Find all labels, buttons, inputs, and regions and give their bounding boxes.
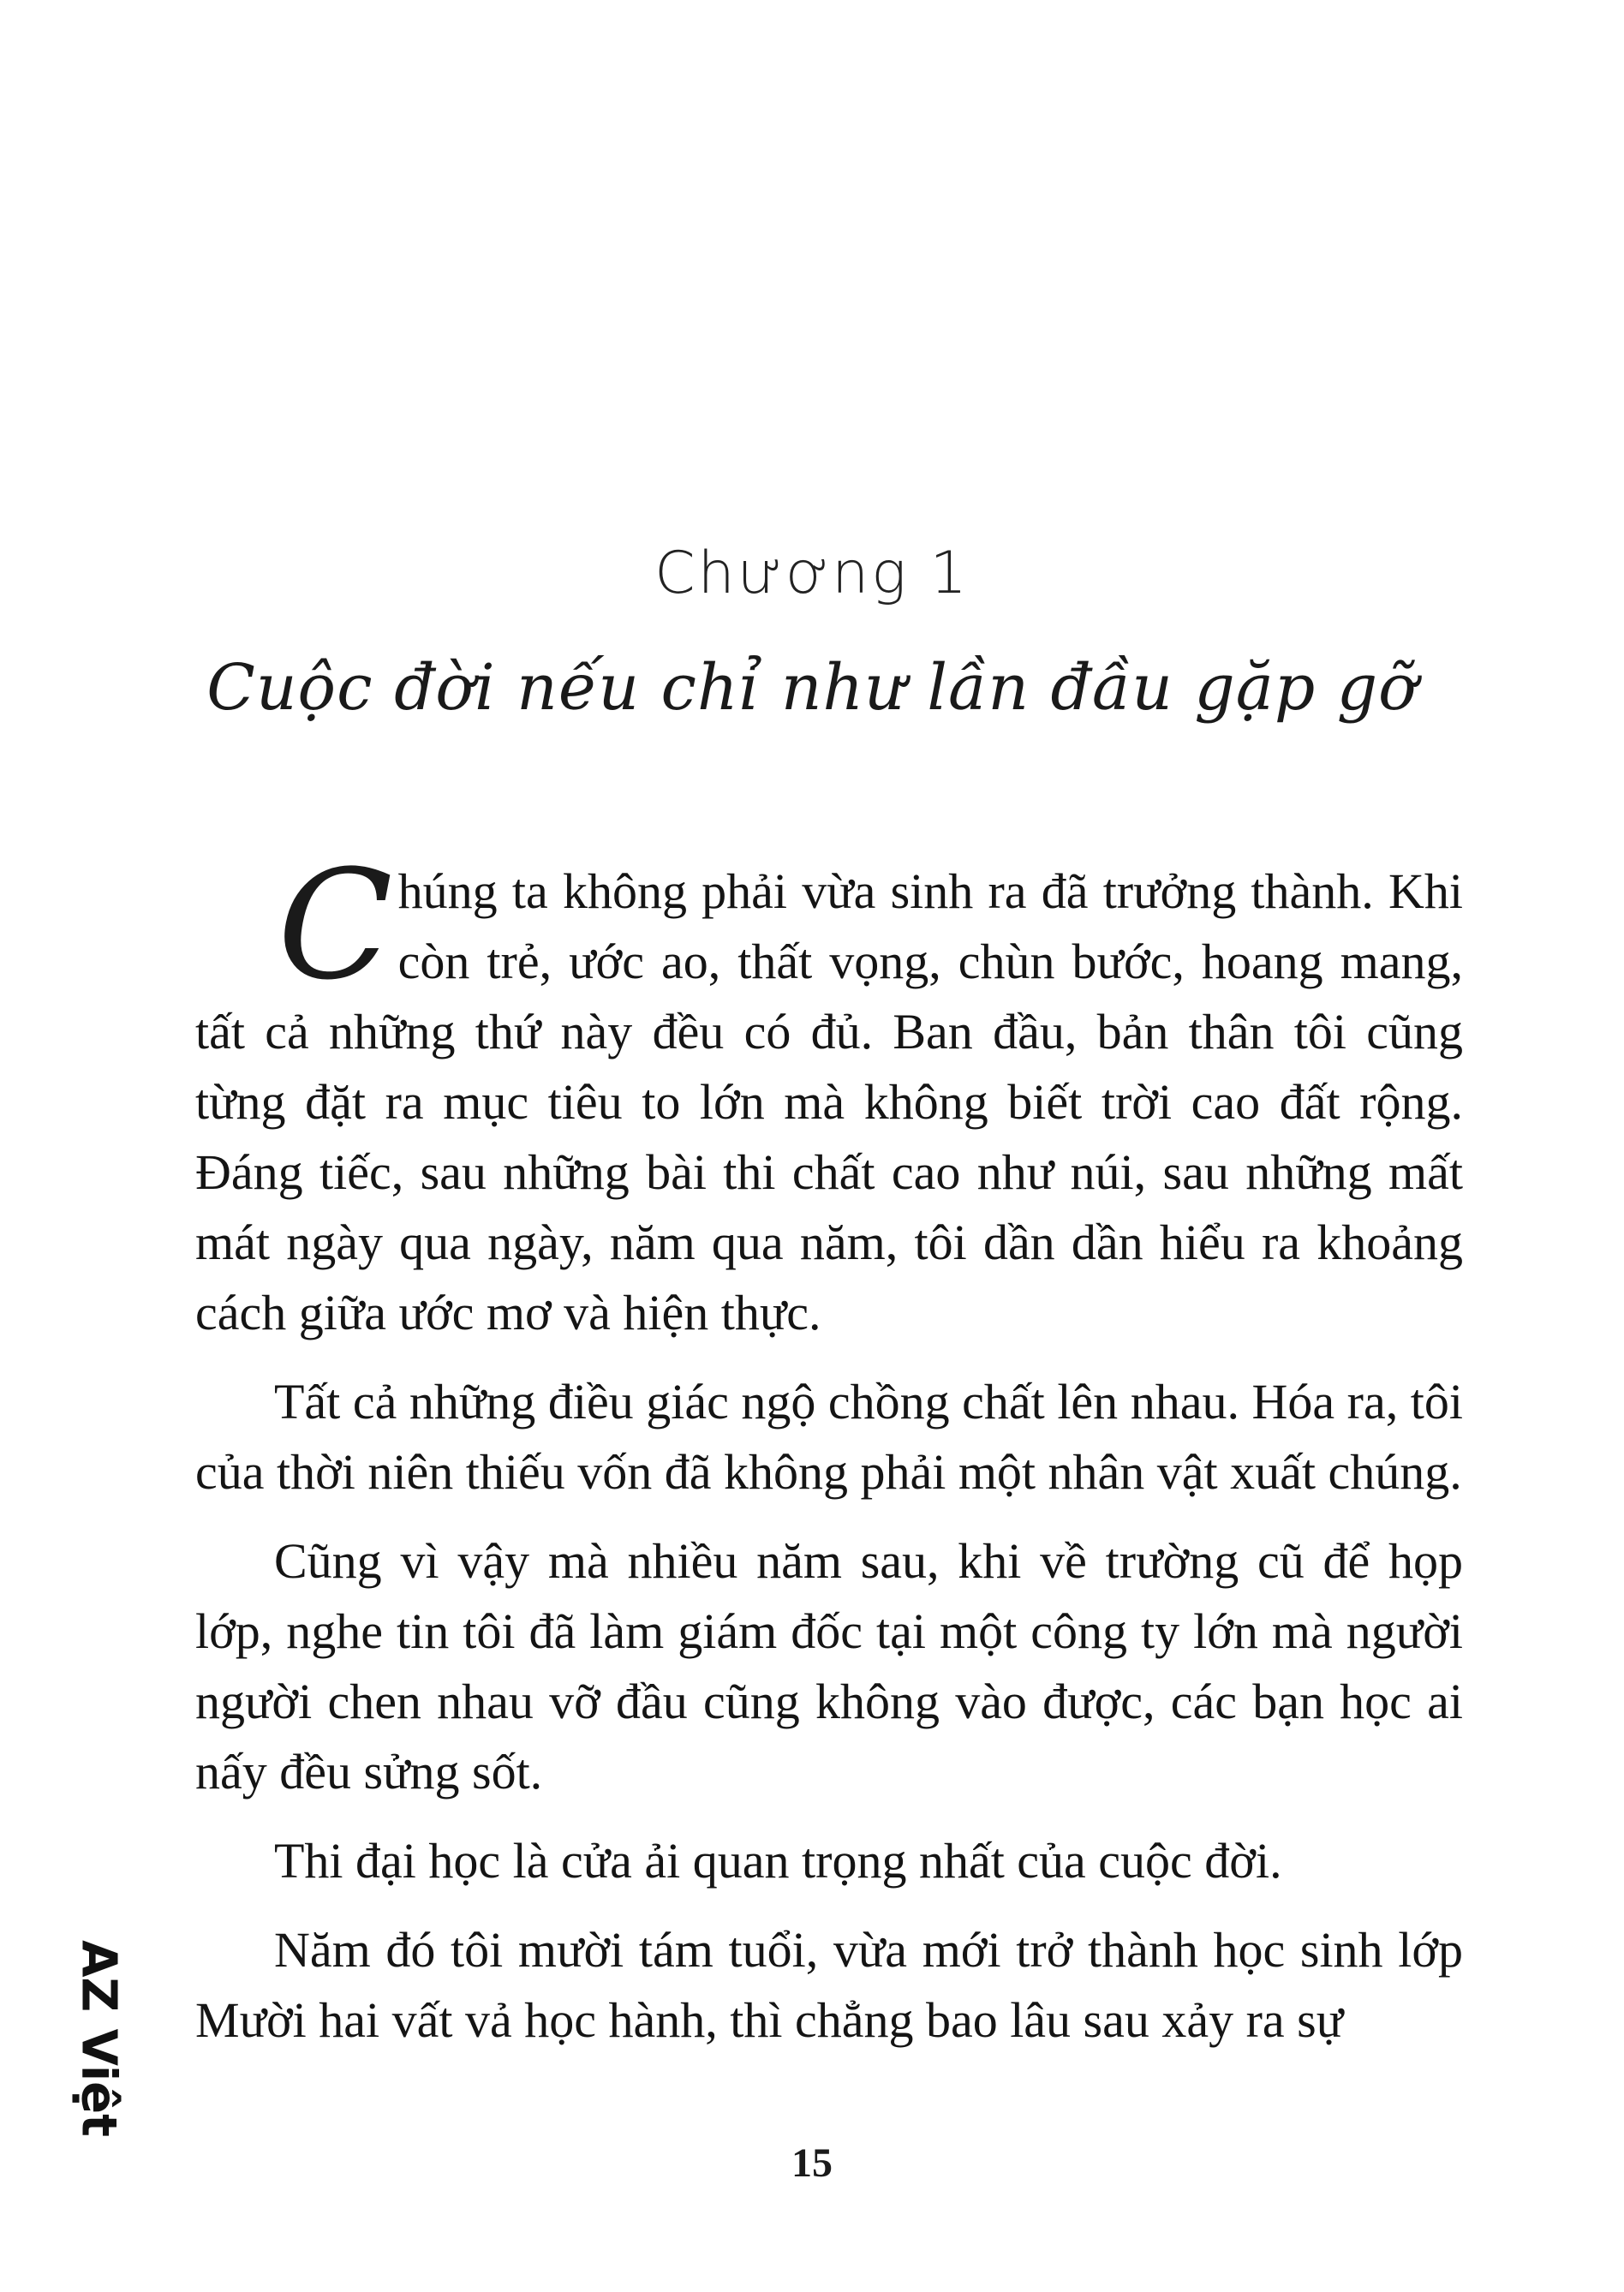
drop-cap: C [278, 838, 393, 1013]
paragraph-5: Năm đó tôi mười tám tuổi, vừa mới trở thành học sinh lớp Mười hai vất vả học hành, thì chẳng bao lâu sau xảy ra sự [195, 1922, 1463, 2048]
chapter-body [195, 838, 1463, 2056]
publisher-logo [51, 1940, 146, 2137]
paragraph-4: Thi đại học là cửa ải quan trọng nhất của cuộc đời. [274, 1833, 1282, 1889]
paragraph-2: Tất cả những điều giác ngộ chồng chất lên nhau. Hóa ra, tôi của thời niên thiếu vốn đã không phải một nhân vật xuất chúng. [195, 1374, 1463, 1500]
chapter-label: Chương 1 [654, 540, 970, 607]
paragraph-1-text: húng ta không phải vừa sinh ra đã trưởng thành. Khi còn trẻ, ước ao, thất vọng, chùn bước, hoang mang, tất cả những thứ này đều có đủ. Ban đầu, bản thân tôi cũng từng đặt ra mục tiêu to lớn mà không biết trời cao đất rộng. Đáng tiếc, sau những bài thi chất cao như núi, sau những mất mát ngày qua ngày, năm qua năm, tôi dần dần hiểu ra khoảng cách giữa ước mơ và hiện thực. [195, 863, 1463, 1340]
publisher-logo-text: AZ Việt [70, 1940, 127, 2137]
paragraph-3: Cũng vì vậy mà nhiều năm sau, khi về trường cũ để họp lớp, nghe tin tôi đã làm giám đốc tại một công ty lớn mà người người chen nhau vỡ đầu cũng không vào được, các bạn học ai nấy đều sửng sốt. [195, 1533, 1463, 1800]
page-number: 15 [791, 2140, 833, 2186]
chapter-title: Cuộc đời nếu chỉ như lần đầu gặp gỡ [206, 651, 1418, 725]
paragraph-1 [195, 838, 1463, 1348]
